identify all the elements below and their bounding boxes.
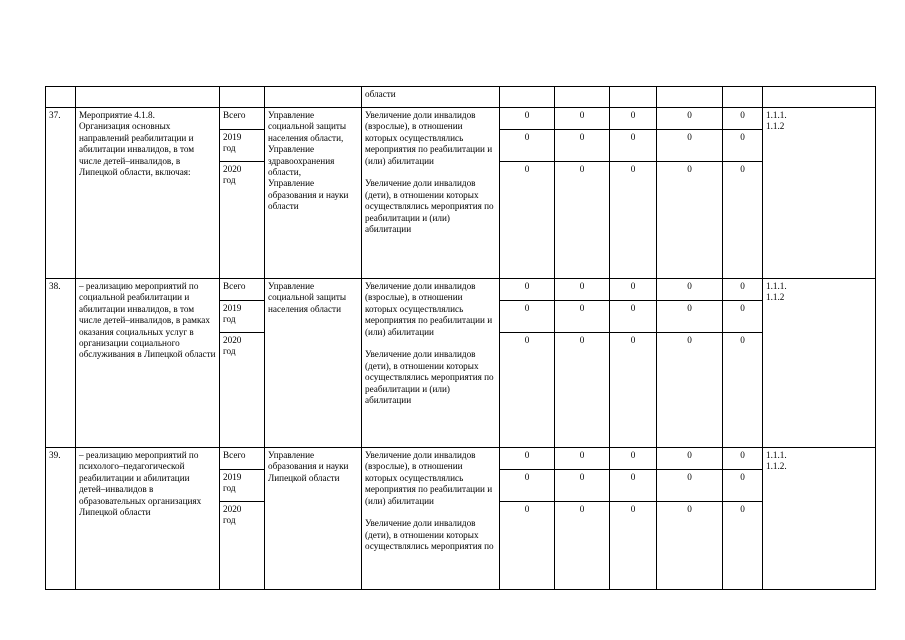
value-cell: 0 [555,279,610,301]
value-cell: 0 [657,502,723,590]
value-cell: 0 [657,162,723,279]
row-number: 38. [46,279,76,448]
value-cell: 0 [657,470,723,502]
value-cell: 0 [657,279,723,301]
value-cell: 0 [555,301,610,333]
indicator-cell: Увеличение доли инвалидов (взрослые), в отношении которых осуществлялись мероприятия по реабилитации и (или) абилитации Увеличение доли инвалидов (дети), в отношении которых осуществлялись мероприятия по реабилитации и (или) абилитации [362,279,500,448]
cell-num [46,87,76,108]
value-cell: 0 [723,301,763,333]
value-cell: 0 [500,470,555,502]
value-cell: 0 [555,448,610,470]
value-cell: 0 [555,470,610,502]
value-cell: 0 [500,108,555,130]
executor-cell: Управление социальной защиты населения области [265,279,362,448]
value-cell: 0 [555,108,610,130]
link-cell: 1.1.1. 1.1.2 [763,279,876,448]
value-cell: 0 [555,130,610,162]
value-cell: 0 [657,108,723,130]
value-cell: 0 [657,130,723,162]
link-cell: 1.1.1. 1.1.2. [763,448,876,590]
value-cell: 0 [657,448,723,470]
value-cell: 0 [610,333,657,448]
value-cell: 0 [500,130,555,162]
measure-name: – реализацию мероприятий по социальной реабилитации и абилитации инвалидов, в том числе детей–инвалидов, в рамках оказания социальных услуг в организации социального обслуживания в Липецкой области [76,279,220,448]
year-cell: Всего [220,279,265,301]
value-cell: 0 [657,301,723,333]
cell-value [723,87,763,108]
value-cell: 0 [500,301,555,333]
year-cell: 2020 год [220,333,265,448]
row-number: 37. [46,108,76,279]
value-cell: 0 [723,448,763,470]
cell-value [610,87,657,108]
value-cell: 0 [610,130,657,162]
year-cell: 2019 год [220,301,265,333]
cell-name [76,87,220,108]
measure-name: Мероприятие 4.1.8. Организация основных направлений реабилитации и абилитации инвалидов, в том числе детей–инвалидов, в Липецкой области, включая: [76,108,220,279]
year-cell: 2020 год [220,162,265,279]
value-cell: 0 [610,448,657,470]
cell-value [500,87,555,108]
value-cell: 0 [723,130,763,162]
cell-indicator: области [362,87,500,108]
value-cell: 0 [500,448,555,470]
year-cell: 2020 год [220,502,265,590]
table-row [46,279,876,301]
value-cell: 0 [500,333,555,448]
value-cell: 0 [610,162,657,279]
value-cell: 0 [610,470,657,502]
value-cell: 0 [500,162,555,279]
program-table [45,86,876,590]
value-cell: 0 [723,279,763,301]
value-cell: 0 [657,333,723,448]
cell-link [763,87,876,108]
executor-cell: Управление социальной защиты населения области, Управление здравоохранения области, Управление образования и науки области [265,108,362,279]
value-cell: 0 [723,470,763,502]
value-cell: 0 [610,502,657,590]
year-cell: 2019 год [220,130,265,162]
value-cell: 0 [555,162,610,279]
value-cell: 0 [723,333,763,448]
table-row [46,87,876,108]
year-cell: Всего [220,108,265,130]
value-cell: 0 [610,279,657,301]
value-cell: 0 [555,502,610,590]
measure-name: – реализацию мероприятий по психолого–педагогической реабилитации и абилитации детей–инвалидов в образовательных организациях Липецкой области [76,448,220,590]
year-cell: 2019 год [220,470,265,502]
cell-executor [265,87,362,108]
indicator-cell: Увеличение доли инвалидов (взрослые), в отношении которых осуществлялись мероприятия по реабилитации и (или) абилитации Увеличение доли инвалидов (дети), в отношении которых осуществлялись мероприятия по реабилитации и (или) абилитации [362,108,500,279]
row-number: 39. [46,448,76,590]
value-cell: 0 [500,502,555,590]
table-row [46,448,876,470]
value-cell: 0 [610,301,657,333]
indicator-cell: Увеличение доли инвалидов (взрослые), в отношении которых осуществлялись мероприятия по реабилитации и (или) абилитации Увеличение доли инвалидов (дети), в отношении которых осуществлялись мероприятия по [362,448,500,590]
executor-cell: Управление образования и науки Липецкой области [265,448,362,590]
value-cell: 0 [555,333,610,448]
value-cell: 0 [723,108,763,130]
value-cell: 0 [723,502,763,590]
cell-value [555,87,610,108]
year-cell: Всего [220,448,265,470]
value-cell: 0 [723,162,763,279]
value-cell: 0 [500,279,555,301]
value-cell: 0 [610,108,657,130]
link-cell: 1.1.1. 1.1.2 [763,108,876,279]
table-row [46,108,876,130]
cell-year [220,87,265,108]
cell-value [657,87,723,108]
